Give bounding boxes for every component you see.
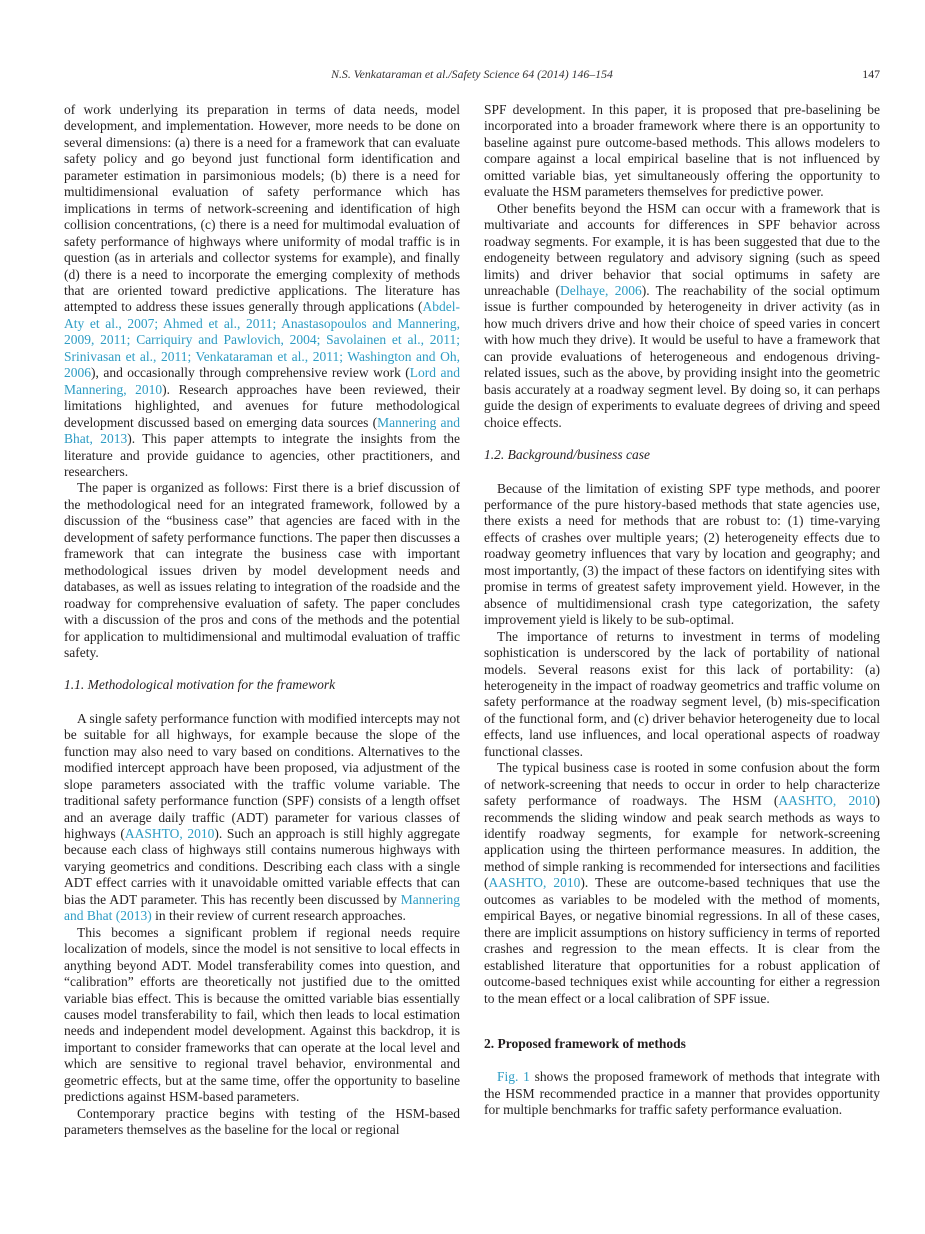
citation-link[interactable]: Fig. 1 — [497, 1069, 530, 1085]
right-column — [484, 102, 880, 1139]
citation-link[interactable]: AASHTO, 2010 — [778, 793, 876, 809]
citation-link[interactable]: Mannering and Bhat, 2013 — [64, 414, 460, 447]
paragraph: Fig. 1 shows the proposed framework of methods that integrate with the HSM recommended practice in a manner that provides opportunity for multiple benchmarks for traffic safety performance evaluation. — [484, 1069, 881, 1118]
paragraph: Other benefits beyond the HSM can occur with a framework that is multivariate and accounts for differences in SPF behavior across roadway segments. For example, it is has been suggested that due to the endogeneity between regulatory and advisory signing (such as speed limits) and driver behavior that social optimums in safety are unreachable (Delhaye, 2006). The reachability of the social optimum issue is further compounded by heterogeneity in driver activity (as in how much drivers drive and how their choice of speed varies in concert with how much they drive). It would be useful to have a framework that can provide evaluations of heterogeneous and endogenous driving-related issues, such as the above, by providing insight into the geometric basis accurately at a roadway segment level. By doing so, it can perhaps guide the design of experiments to evaluate degrees of driving and speed choice effects. — [484, 200, 880, 430]
running-header — [64, 67, 880, 81]
page-number: 147 — [862, 67, 880, 81]
section-heading: 1.2. Background/business case — [484, 447, 650, 463]
citation-link[interactable]: Mannering and Bhat (2013) — [64, 891, 460, 924]
citation-link[interactable]: Delhaye, 2006 — [560, 282, 642, 298]
left-column — [64, 102, 460, 1139]
paragraph: The importance of returns to investment in terms of modeling sophistication is underscored by the lack of portability of national models. Several reasons exist for this lack of portability: (a) heterogeneity in the impact of roadway geometrics and traffic volume on safety performance at the roadway segment level, (b) mis-specification of the functional form, and (c) driver behavior heterogeneity due to local effects, land use influences, and local operational aspects of roadway functional classes. — [484, 628, 880, 759]
paragraph: The paper is organized as follows: First there is a brief discussion of the methodological need for an integrated framework, followed by a discussion of the “business case” that agencies are faced with in the development of safety performance functions. The paper then discusses a framework that can integrate the business case with important methodological issues driven by model development needs and databases, as well as issues relating to integration of the roadside and the roadway for comprehensive evaluation of safety. The paper concludes with a discussion of the pros and cons of the methods and the potential for application to multidimensional and multimodal evaluation of traffic safety. — [64, 480, 460, 660]
paragraph: Contemporary practice begins with testing of the HSM-based parameters themselves as the baseline for the local or regional — [64, 1105, 460, 1138]
two-column-body — [64, 102, 880, 1139]
paragraph: SPF development. In this paper, it is proposed that pre-baselining be incorporated into a broader framework where there is an opportunity to baseline against pure outcome-based methods. This allows modelers to compare against a local empirical baseline that is not influenced by omitted variable bias, yet simultaneously offering the opportunity to evaluate the HSM parameters themselves for predictive power. — [484, 102, 880, 200]
section-heading: 2. Proposed framework of methods — [484, 1036, 686, 1052]
citation-link[interactable]: AASHTO, 2010 — [488, 875, 581, 891]
running-head-citation: N.S. Venkataraman et al./Safety Science 64 (2014) 146–154 — [331, 67, 613, 81]
paragraph: The typical business case is rooted in some confusion about the form of network-screening that needs to occur in order to help characterize safety performance of roadways. The HSM (AASHTO, 2010) recommends the sliding window and peak search methods as ways to identify roadway segments, for example for network-screening application using the thirteen performance measures. In addition, the method of simple ranking is recommended for intersections and facilities (AASHTO, 2010). These are outcome-based techniques that use the outcomes as variables to be modeled with the method of moments, empirical Bayes, or negative binomial regressions. In all of these cases, there are implicit assumptions on history sufficiency in terms of reported crashes and regression to the mean effects. It is clear from the established literature that opportunities for a robust application of outcome-based techniques exist while accounting for either a regression to the mean effect or a local calibration of SPF issue. — [484, 760, 880, 1006]
citation-link[interactable]: Abdel-Aty et al., 2007; Ahmed et al., 2011; Anastasopoulos and Mannering, 2009, 2011; Carriquiry and Pawlovich, 2004; Savolainen et al., 2011; Srinivasan et al., 2011; Venkataraman et al., 2011; Washington and Oh, 2006 — [64, 299, 460, 381]
citation-link[interactable]: AASHTO, 2010 — [124, 826, 215, 842]
paragraph: A single safety performance function with modified intercepts may not be suitable for all highways, for example because the slope of the function may also need to vary based on conditions. Alternatives to the modified intercept approach have been proposed, via adjustment of the slope parameters associated with the traffic volume variable. The traditional safety performance function (SPF) consists of a length offset and an average daily traffic (ADT) parameter for various classes of highways (AASHTO, 2010). Such an approach is still highly aggregate because each class of highways still contains numerous highways with varying geometrics and conditions. Describing each class with a single ADT effect carries with it unavoidable omitted variable effects that can bias the ADT parameter. This has recently been discussed by Mannering and Bhat (2013) in their review of current research approaches. — [64, 710, 460, 924]
paragraph: This becomes a significant problem if regional needs require localization of models, since the model is not sensitive to local effects in anything beyond ADT. Model transferability comes into question, and “calibration” efforts are theoretically not justified due to the omitted variable bias effect. This is because the omitted variable bias essentially causes model transferability to fail, which then leads to local estimation needs and independent model development. Against this backdrop, it is important to consider frameworks that can operate at the local level and which are sensitive to regional travel behavior, environmental and geometric effects, but at the same time, offer the opportunity to baseline predictions against HSM-based parameters. — [64, 924, 460, 1105]
section-heading: 1.1. Methodological motivation for the framework — [64, 677, 336, 693]
paragraph: Because of the limitation of existing SPF type methods, and poorer performance of the pure history-based methods that state agencies use, there exists a need for methods that are robust to: (1) time-varying effects of crashes over multiple years; (2) heterogeneity effects due to roadway geometry influences that vary by location and geography; and most importantly, (3) the impact of these factors on identifying sites with promise in terms of greatest safety improvement yield. However, in the absence of multidimensional crash type categorization, the safety improvement yield is likely to be sub-optimal. — [484, 480, 880, 628]
citation-link[interactable]: Lord and Mannering, 2010 — [64, 365, 460, 397]
paragraph: of work underlying its preparation in terms of data needs, model development, and implementation. However, more needs to be done on several dimensions: (a) there is a need for a framework that can evaluate safety policy and go beyond just functional form identification and parameter estimation in parsimonious models; (b) there is a need for multidimensional evaluation of safety performance which has implications in terms of network-screening and identification of high collision concentrations, (c) there is a need for multimodal evaluation of safety performance of highways where uniformity of modal traffic is in question (as in arterials and collector systems for example), and finally (d) there is a need to incorporate the emerging complexity of methods that are oriented toward predictive applications. The literature has attempted to address these issues generally through applications (Abdel-Aty et al., 2007; Ahmed et al., 2011; Anastasopoulos and Mannering, 2009, 2011; Carriquiry and Pawlovich, 2004; Savolainen et al., 2011; Srinivasan et al., 2011; Venkataraman et al., 2011; Washington and Oh, 2006), and occasionally through comprehensive review work (Lord and Mannering, 2010). Research approaches have been reviewed, their limitations highlighted, and avenues for future methodological development discussed based on emerging data sources (Mannering and Bhat, 2013). This paper attempts to integrate the insights from the literature and provide guidance to agencies, other practitioners, and researchers. — [64, 102, 461, 479]
